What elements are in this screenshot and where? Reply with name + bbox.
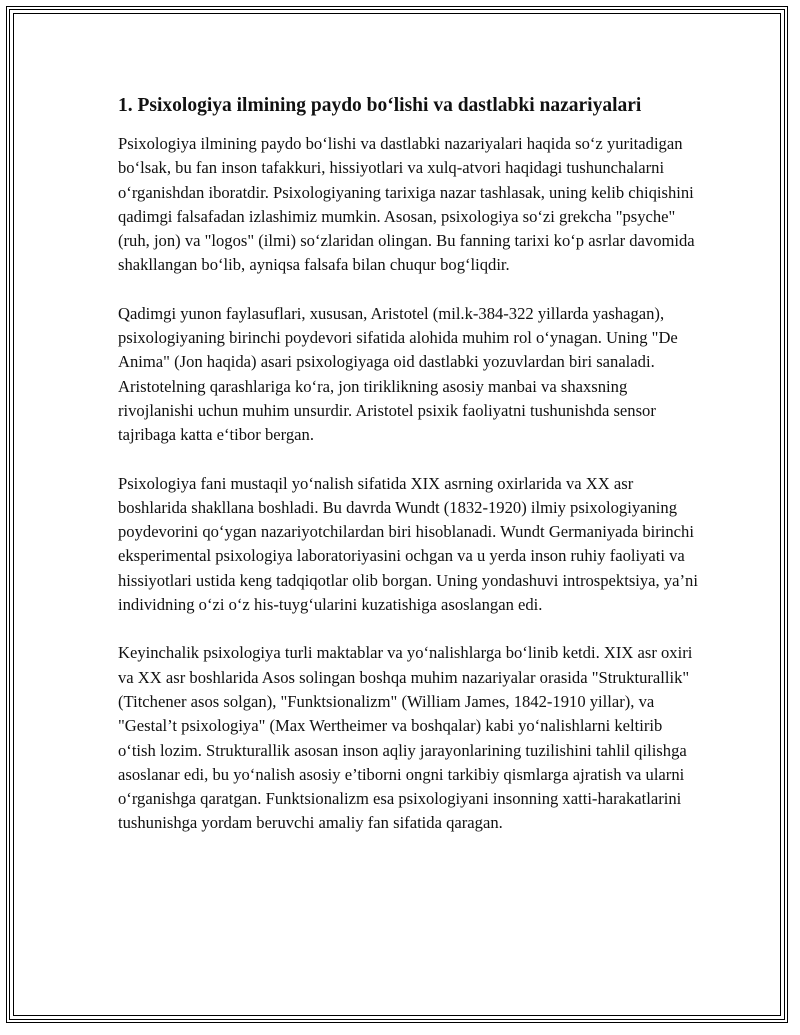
paragraph: Qadimgi yunon faylasuflari, xususan, Aristotel (mil.k-384-322 yillarda yashagan), psixologiyaning birinchi poydevori sifatida alohida muhim rol o‘ynagan. Uning "De Anima" (Jon haqida) asari psixologiyaga oid dastlabki yozuvlardan biri sanaladi. Aristotelning qarashlariga ko‘ra, jon tiriklikning asosiy manbai va shaxsning rivojlanishi uchun muhim unsurdir. Aristotel psixik faoliyatni tushunishda sensor tajribaga katta e‘tibor bergan.: [118, 303, 678, 445]
section-heading: 1. Psixologiya ilmining paydo bo‘lishi va dastlabki nazariyalari: [118, 95, 642, 116]
paragraph: Keyinchalik psixologiya turli maktablar va yo‘nalishlarga bo‘linib ketdi. XIX asr oxiri va XX asr boshlarida Asos solingan boshqa muhim nazariyalar orasida "Strukturallik" (Titchener asos solgan), "Funktsionalizm" (William James, 1842-1910 yillar), va "Gestal’t psixologiya" (Max Wertheimer va boshqalar) kabi yo‘nalishlarni keltirib o‘tish lozim. Strukturallik asosan inson aqliy jarayonlarining tuzilishini tahlil qilishga asoslanar edi, bu yo‘nalish asosiy e’tiborni ongni tarkibiy qismlarga ajratish va ularni o‘rganishga qaratgan. Funktsionalizm esa psixologiyani insonning xatti-harakatlarini tushunishga yordam beruvchi amaliy fan sifatida qaragan.: [118, 643, 693, 833]
paragraph: Psixologiya ilmining paydo bo‘lishi va dastlabki nazariyalari haqida so‘z yuritadigan bo‘lsak, bu fan inson tafakkuri, hissiyotlari va xulq-atvori haqidagi tushunchalarni o‘rganishdan iboratdir. Psixologiyaning tarixiga nazar tashlasak, uning kelib chiqishini qadimgi falsafadan izlashimiz mumkin. Asosan, psixologiya so‘zi grekcha "psyche" (ruh, jon) va "logos" (ilmi) so‘zlaridan olingan. Bu fanning tarixi ko‘p asrlar davomida shakllangan bo‘lib, ayniqsa falsafa bilan chuqur bog‘liqdir.: [118, 134, 695, 275]
paragraph: Psixologiya fani mustaqil yo‘nalish sifatida XIX asrning oxirlarida va XX asr boshlarida shakllana boshladi. Bu davrda Wundt (1832-1920) ilmiy psixologiyaning poydevorini qo‘ygan nazariyotchilardan biri hisoblanadi. Wundt Germaniyada birinchi eksperimental psixologiya laboratoriyasini ochgan va u yerda inson ruhiy faoliyati va hissiyotlari ustida keng tadqiqotlar olib borgan. Uning yondashuvi introspektsiya, ya’ni individning o‘zi o‘z his-tuyg‘ularini kuzatishiga asoslangan edi.: [118, 473, 698, 615]
document-body: [118, 92, 698, 860]
